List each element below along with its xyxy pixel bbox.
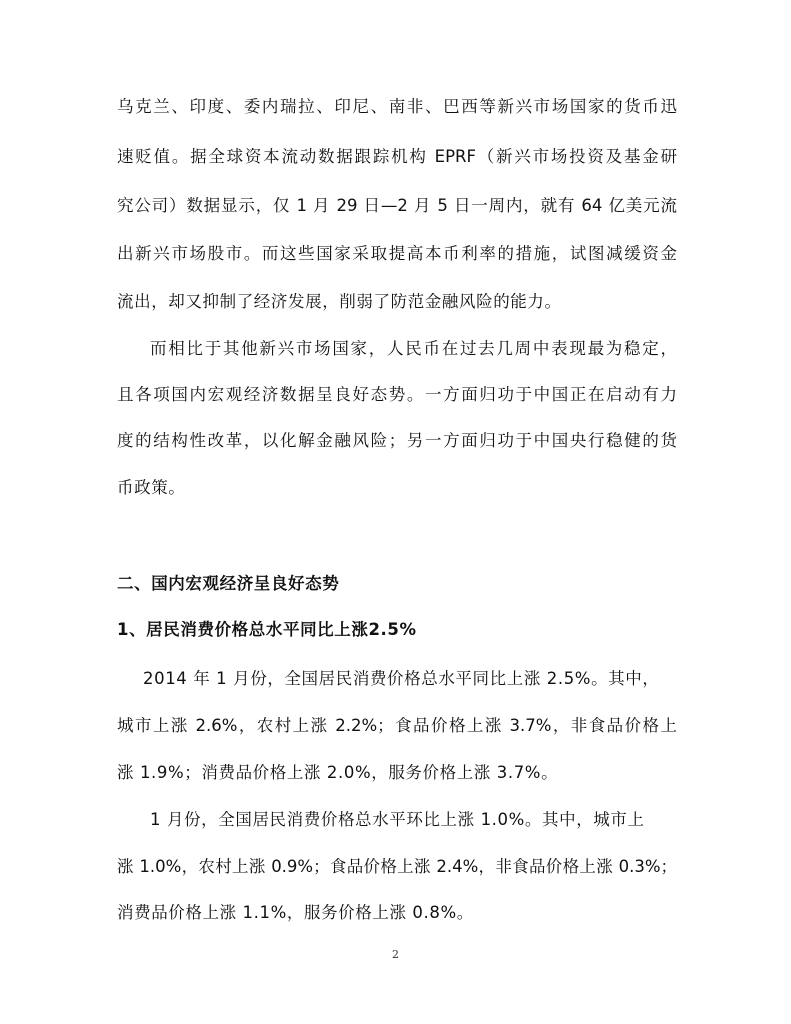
paragraph-1-line-2: 速贬值。据全球资本流动数据跟踪机构 EPRF（新兴市场投资及基金研 [117,147,677,166]
paragraph-1-line-5: 流出，却又抑制了经济发展，削弱了防范金融风险的能力。 [117,292,562,311]
paragraph-3-line-3: 涨 1.9%；消费品价格上涨 2.0%，服务价格上涨 3.7%。 [117,763,559,782]
subsection-heading: 1、居民消费价格总水平同比上涨2.5% [117,620,417,639]
paragraph-1-line-3: 究公司）数据显示，仅 1 月 29 日—2 月 5 日一周内，就有 64 亿美元流 [117,196,677,215]
paragraph-2-line-1: 而相比于其他新兴市场国家，人民币在过去几周中表现最为稳定， [150,339,677,358]
paragraph-1-line-1: 乌克兰、印度、委内瑞拉、印尼、南非、巴西等新兴市场国家的货币迅 [117,97,677,116]
paragraph-3-line-1: 2014 年 1 月份，全国居民消费价格总水平同比上涨 2.5%。其中， [143,669,660,688]
paragraph-1-line-4: 出新兴市场股市。而这些国家采取提高本币利率的措施，试图减缓资金 [117,244,677,263]
paragraph-2-line-2: 且各项国内宏观经济数据呈良好态势。一方面归功于中国正在启动有力 [117,385,677,404]
paragraph-4-line-1: 1 月份，全国居民消费价格总水平环比上涨 1.0%。其中，城市上 [150,810,645,829]
paragraph-3-line-2: 城市上涨 2.6%，农村上涨 2.2%；食品价格上涨 3.7%，非食品价格上 [117,716,677,735]
paragraph-2-line-4: 币政策。 [117,478,186,497]
paragraph-4-line-3: 消费品价格上涨 1.1%，服务价格上涨 0.8%。 [117,903,474,922]
page-number: 2 [392,948,399,961]
paragraph-2-line-3: 度的结构性改革，以化解金融风险；另一方面归功于中国央行稳健的货 [117,431,677,450]
paragraph-4-line-2: 涨 1.0%，农村上涨 0.9%；食品价格上涨 2.4%，非食品价格上涨 0.3%； [117,857,677,876]
section-heading: 二、国内宏观经济呈良好态势 [117,574,340,593]
